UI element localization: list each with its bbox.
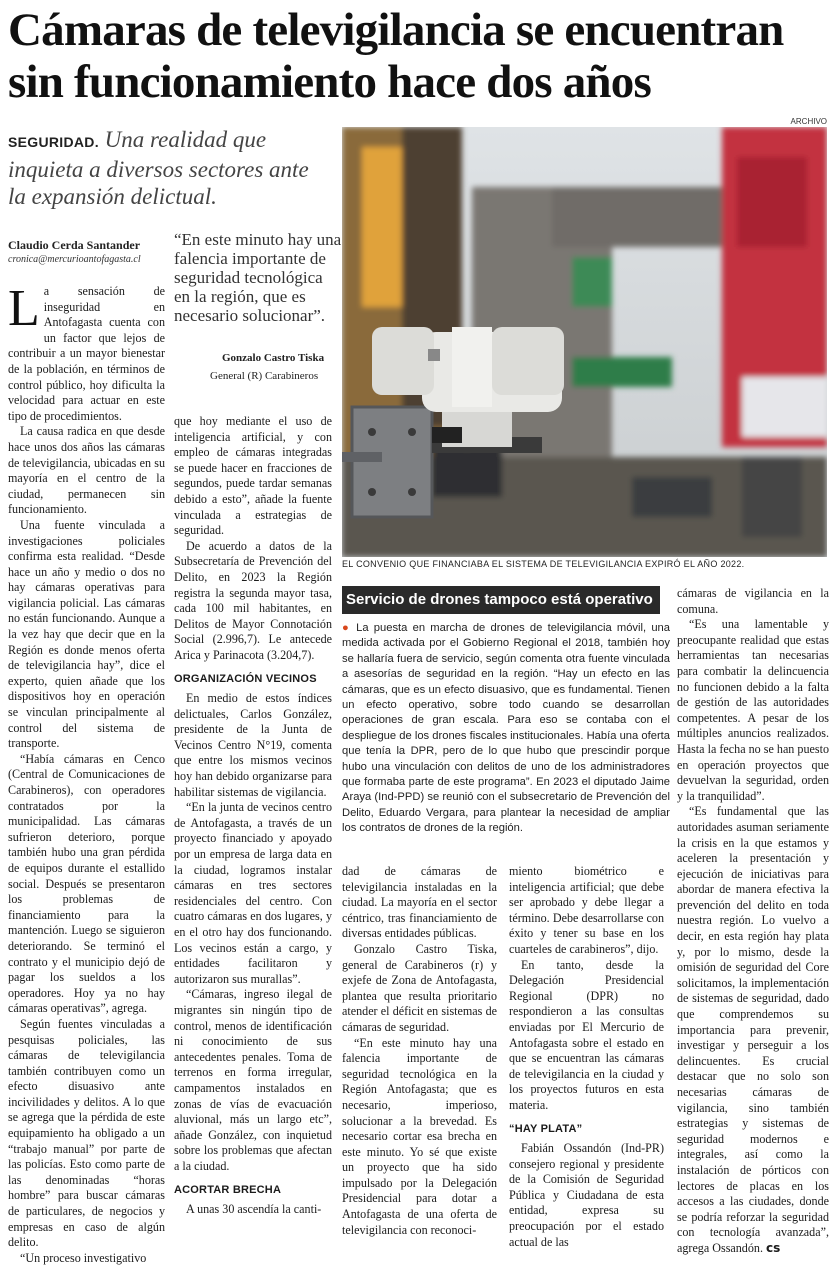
paragraph: miento biométrico e inteligencia artificial; que debe ser aprobado y debe llegar a término. Debe desarrollarse con éxito y tener su base en los cuarteles de carabineros”, dijo. [509,864,664,956]
section-kicker: SEGURIDAD. [8,134,99,150]
article-column-5 [677,586,829,1257]
paragraph: “En la junta de vecinos centro de Antofagasta, a través de un proyecto financiado y apoyado por un empresa de larga data en la ciudad, logramos instalar cámaras en tres sectores residenciales del centro. Con cuatro cámaras en dos lugares, y en el otro hay dos funcionando. Los vecinos están a cargo, y entidades facilitaron y autorizaron sus murallas”. [174,800,332,986]
article-column-4 [509,864,664,1250]
paragraph: A unas 30 ascendía la canti- [186,1202,322,1217]
subhead: ACORTAR BRECHA [174,1183,282,1196]
paragraph [677,804,829,1256]
end-mark-icon: cs [766,1240,781,1255]
paragraph: Gonzalo Castro Tiska, general de Carabineros (r) y exjefe de Zona de Antofagasta, plantea que resulta prioritario atender el déficit en sistemas de cámaras de seguridad. [342,941,497,1034]
paragraph: que hoy mediante el uso de inteligencia artificial, y con empleo de cámaras integradas se puede hacer en fracciones de segundos, puede tardar semanas debido a esto”, añade la fuente vinculada a estrategias de seguridad. [174,414,332,538]
paragraph: “Había cámaras en Cenco (Central de Comunicaciones de Carabineros), con operadores contratados por la municipalidad. Las cámaras sufrieron deterioro, porque también hubo una gran pérdida de equipos durante el estallido social. Después se presentaron los problemas de financiamiento para la mantención. Luego se siguieron deteriorando. Se terminó el contrato y el municipio dejó de pagar los sueldos a los operadores. Hoy ya no hay cámaras operativas”, agrega. [8,751,165,1016]
surveillance-camera-photo [342,127,827,557]
pull-quote-name: Gonzalo Castro Tiska [222,352,325,364]
news-photo [342,127,827,557]
pull-quote-role: General (R) Carabineros [210,370,319,382]
sidebar-box-title: Servicio de drones tampoco está operativo [342,586,660,614]
bullet-icon: ● [342,622,351,634]
subhead: ORGANIZACIÓN VECINOS [174,672,317,685]
article-column-3 [342,864,497,1238]
lead-text: a sensación de inseguridad en Antofagasta cuenta con un factor que lejos de contribuir a un mayor bienestar de la población, en términos de control público, hoy dificulta la velocidad para actuar en este tipo de procedimientos. [8,284,165,423]
deck [8,126,328,210]
photo-caption: EL CONVENIO QUE FINANCIABA EL SISTEMA DE TELEVIGILANCIA EXPIRÓ EL AÑO 2022. [342,559,745,569]
byline-author: Claudio Cerda Santander [8,238,141,252]
subhead: “HAY PLATA” [509,1122,583,1135]
paragraph: “En este minuto hay una falencia importante de seguridad tecnológica en la Región Antofagasta; que es necesario, imperioso, solucionar a la brevedad. Es necesario cortar esa brecha en este minuto. Yo sé que existe un proyecto que ha sido impulsado por la Delegación Presidencial para dotar a Antofagasta de una oferta de televigilancia con reconoci- [342,1035,497,1237]
paragraph: dad de cámaras de televigilancia instaladas en la ciudad. La mayoría en el sector céntrico, tras financiamiento de diversas entidades públicas. [342,864,497,941]
headline: Cámaras de televigilancia se encuentran sin funcionamiento hace dos años [8,4,784,108]
paragraph: Fabián Ossandón (Ind-PR) consejero regional y presidente de la Comisión de Seguridad Pública y Ciudadana de esta entidad, expresa su preocupación por el estado actual de las [509,1141,664,1249]
paragraph: Una fuente vinculada a investigaciones policiales confirma esta realidad. “Desde hace un año y medio o dos no hay cámaras operativas para vigilancia policial. Las cámaras no están funcionando. Aunque a la vez hay que decir que en la Región es donde menos oferta de televigilancia hay”, dice el experto, quien añade que los dispositivos hoy en operación se vinculan principalmente al control del sistema de transporte. [8,517,165,751]
sidebar-box-text [342,621,670,837]
sidebar-box-body: La puesta en marcha de drones de televigilancia móvil, una medida activada por el Gobierno Regional el 2018, también hoy se hallaría fuera de servicio, según comenta otra fuente vinculada a asesorías de seguridad en la región. “Hay un efecto en las cámaras, que es un efecto disuasivo, que es fundamental. Tienen un efecto operativo, sobre todo cuando se desarrollan operaciones de gran escala. Para eso se contaba con el despliegue de los drones fiscales institucionales. Había una oferta que tenía la DPR, pero de lo que hubo que prescindir porque hubo una vinculación con delitos de uno de los administradores que formaba parte de este programa”. En 2023 el diputado Jaime Araya (Ind-PPD) se reunió con el subsecretario de Prevención del Delito, Eduardo Vergara, para plantear la necesidad de ampliar los contratos de drones de la región. [342,622,670,835]
paragraph: “Un proceso investigativo [20,1250,147,1265]
photo-credit: ARCHIVO [790,117,827,126]
deck-text: Una realidad que inquieta a diversos sectores ante la expansión delictual. [8,127,309,209]
paragraph: Según fuentes vinculadas a pesquisas policiales, las cámaras de televigilancia también contribuyen como un efecto disuasivo ante incivilidades y delitos. A lo que se agrega que la pérdida de este equipamiento ha obligado a un “trabajo manual” por parte de las policías. Esto como parte de las denominadas “horas hombre” para buscar cámaras de particulares, de negocios y empresas en caso de algún delito. [8,1016,165,1250]
article-column-2 [174,414,332,1218]
closing-quote: “Es fundamental que las autoridades asuman seriamente la crisis en la que estamos y aceleren la presentación y ejecución de iniciativas para abordar de manera efectiva la prevención del delito en toda nuestra región. Lo vuelvo a decir, en esta región hay plata y, por lo mismo, desde la omisión de seguridad del Core solicitamos, la implementación de sistemas de seguridad, dado que comprendemos su importancia para prevenir, investigar y perseguir a los delincuentes. Es crucial destacar que no solo son necesarias cámaras de vigilancia, sino también estrategias y sistemas de seguridad modernos e integrales, así como la instalación de pórticos con lectores de placas en los accesos a las ciudades, donde se podría reforzar la seguridad con tecnología avanzada”, agrega Ossandón. [677,804,829,1255]
paragraph: En tanto, desde la Delegación Presidencial Regional (DPR) no respondieron a las consultas enviadas por El Mercurio de Antofagasta sobre el estado en que se encuentran las cámaras de televigilancia en la ciudad y los proyectos futuros en esta materia. [509,957,664,1112]
drop-cap: L [8,280,40,337]
lead-paragraph [8,280,165,424]
paragraph: cámaras de vigilancia en la comuna. [677,586,829,616]
byline-email[interactable]: cronica@mercurioantofagasta.cl [8,254,141,265]
article-column-1 [8,280,165,1266]
paragraph: La causa radica en que desde hace unos dos años las cámaras de televigilancia, ubicadas en su mayoría en el centro de la ciudad, permanecen sin funcionamiento. [8,424,165,517]
paragraph: “Cámaras, ingreso ilegal de migrantes sin ningún tipo de control, menos de identificación ni conocimiento de sus antecedentes penales. Toma de terrenos en forma irregular, campamentos instalados en zonas de vías de evacuación aluvional, más un largo etc”, añade González, con inquietud sobre los problemas que afectan a la ciudad. [174,987,332,1173]
paragraph: En medio de estos índices delictuales, Carlos González, presidente de la Junta de Vecinos Centro N°19, comenta que entre los mismos vecinos hoy han debido organizarse para habilitar sistemas de vigilancia. [174,691,332,799]
paragraph: De acuerdo a datos de la Subsecretaría de Prevención del Delito, en 2023 la Región registra la segunda mayor tasa, cada 100 mil habitantes, en Delitos de Mayor Connotación Social (2.996,7). Le antecede Arica y Parinacota (3.204,7). [174,538,332,662]
pull-quote: “En este minuto hay una falencia importante de seguridad tecnológica en la región, que es necesario solucionar”. [174,230,342,325]
paragraph: “Es una lamentable y preocupante realidad que estas herramientas tan necesarias para combatir la delincuencia no funcionen debido a la falta de gestión de las autoridades competentes. A pesar de los múltiples anuncios realizados. Hasta la fecha no se han puesto en operación proyectos que devuelvan la seguridad, orden y la tranquilidad”. [677,617,829,803]
